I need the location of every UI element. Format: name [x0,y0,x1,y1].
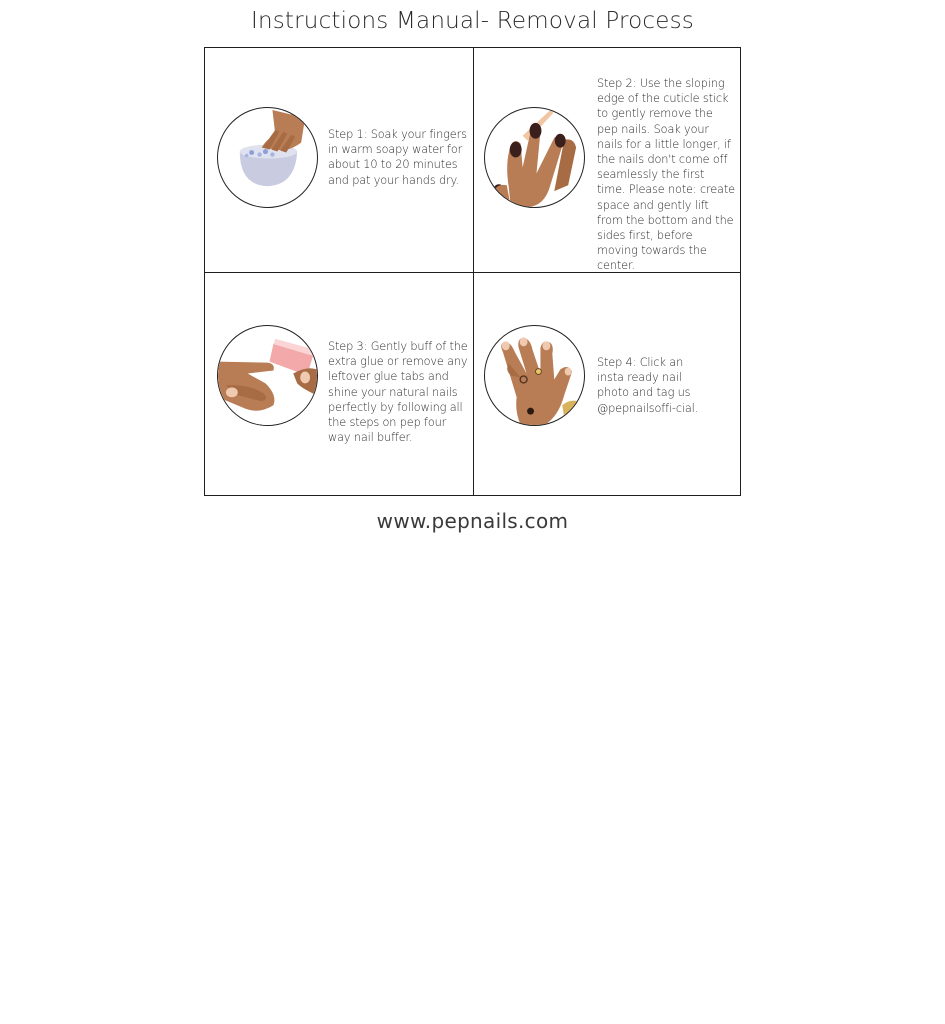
website-url: www.pepnails.com [376,509,569,533]
step-3-text: Step 3: Gently buff of the extra glue or remove any leftover glue tabs and shine your natural nails perfectly by following all the steps on pep four way nail buffer. [328,340,468,445]
step-3-cell [205,273,473,497]
nail-buffer-hand-icon [217,325,318,426]
soaking-hand-icon [217,107,318,208]
step-2-cell [474,48,742,272]
instructions-grid [204,47,741,496]
page-title: Instructions Manual- Removal Process [250,8,694,34]
step-2-text: Step 2: Use the sloping edge of the cuticle stick to gently remove the pep nails. Soak your nails for a little longer, if the nails don't come off seamlessly the first time. Please note: create space and gently lift from the bottom and the sides first, before moving towards the center. [597,77,735,273]
step-1-text: Step 1: Soak your fingers in warm soapy water for about 10 to 20 minutes and pat your hands dry. [328,128,467,187]
hand-with-rings-icon [484,325,585,426]
cuticle-stick-hand-icon [484,107,585,208]
step-4-cell [474,273,742,497]
step-4-text: Step 4: Click an insta ready nail photo and tag us @pepnailsoffi-cial. [597,356,699,415]
step-1-cell [205,48,473,272]
